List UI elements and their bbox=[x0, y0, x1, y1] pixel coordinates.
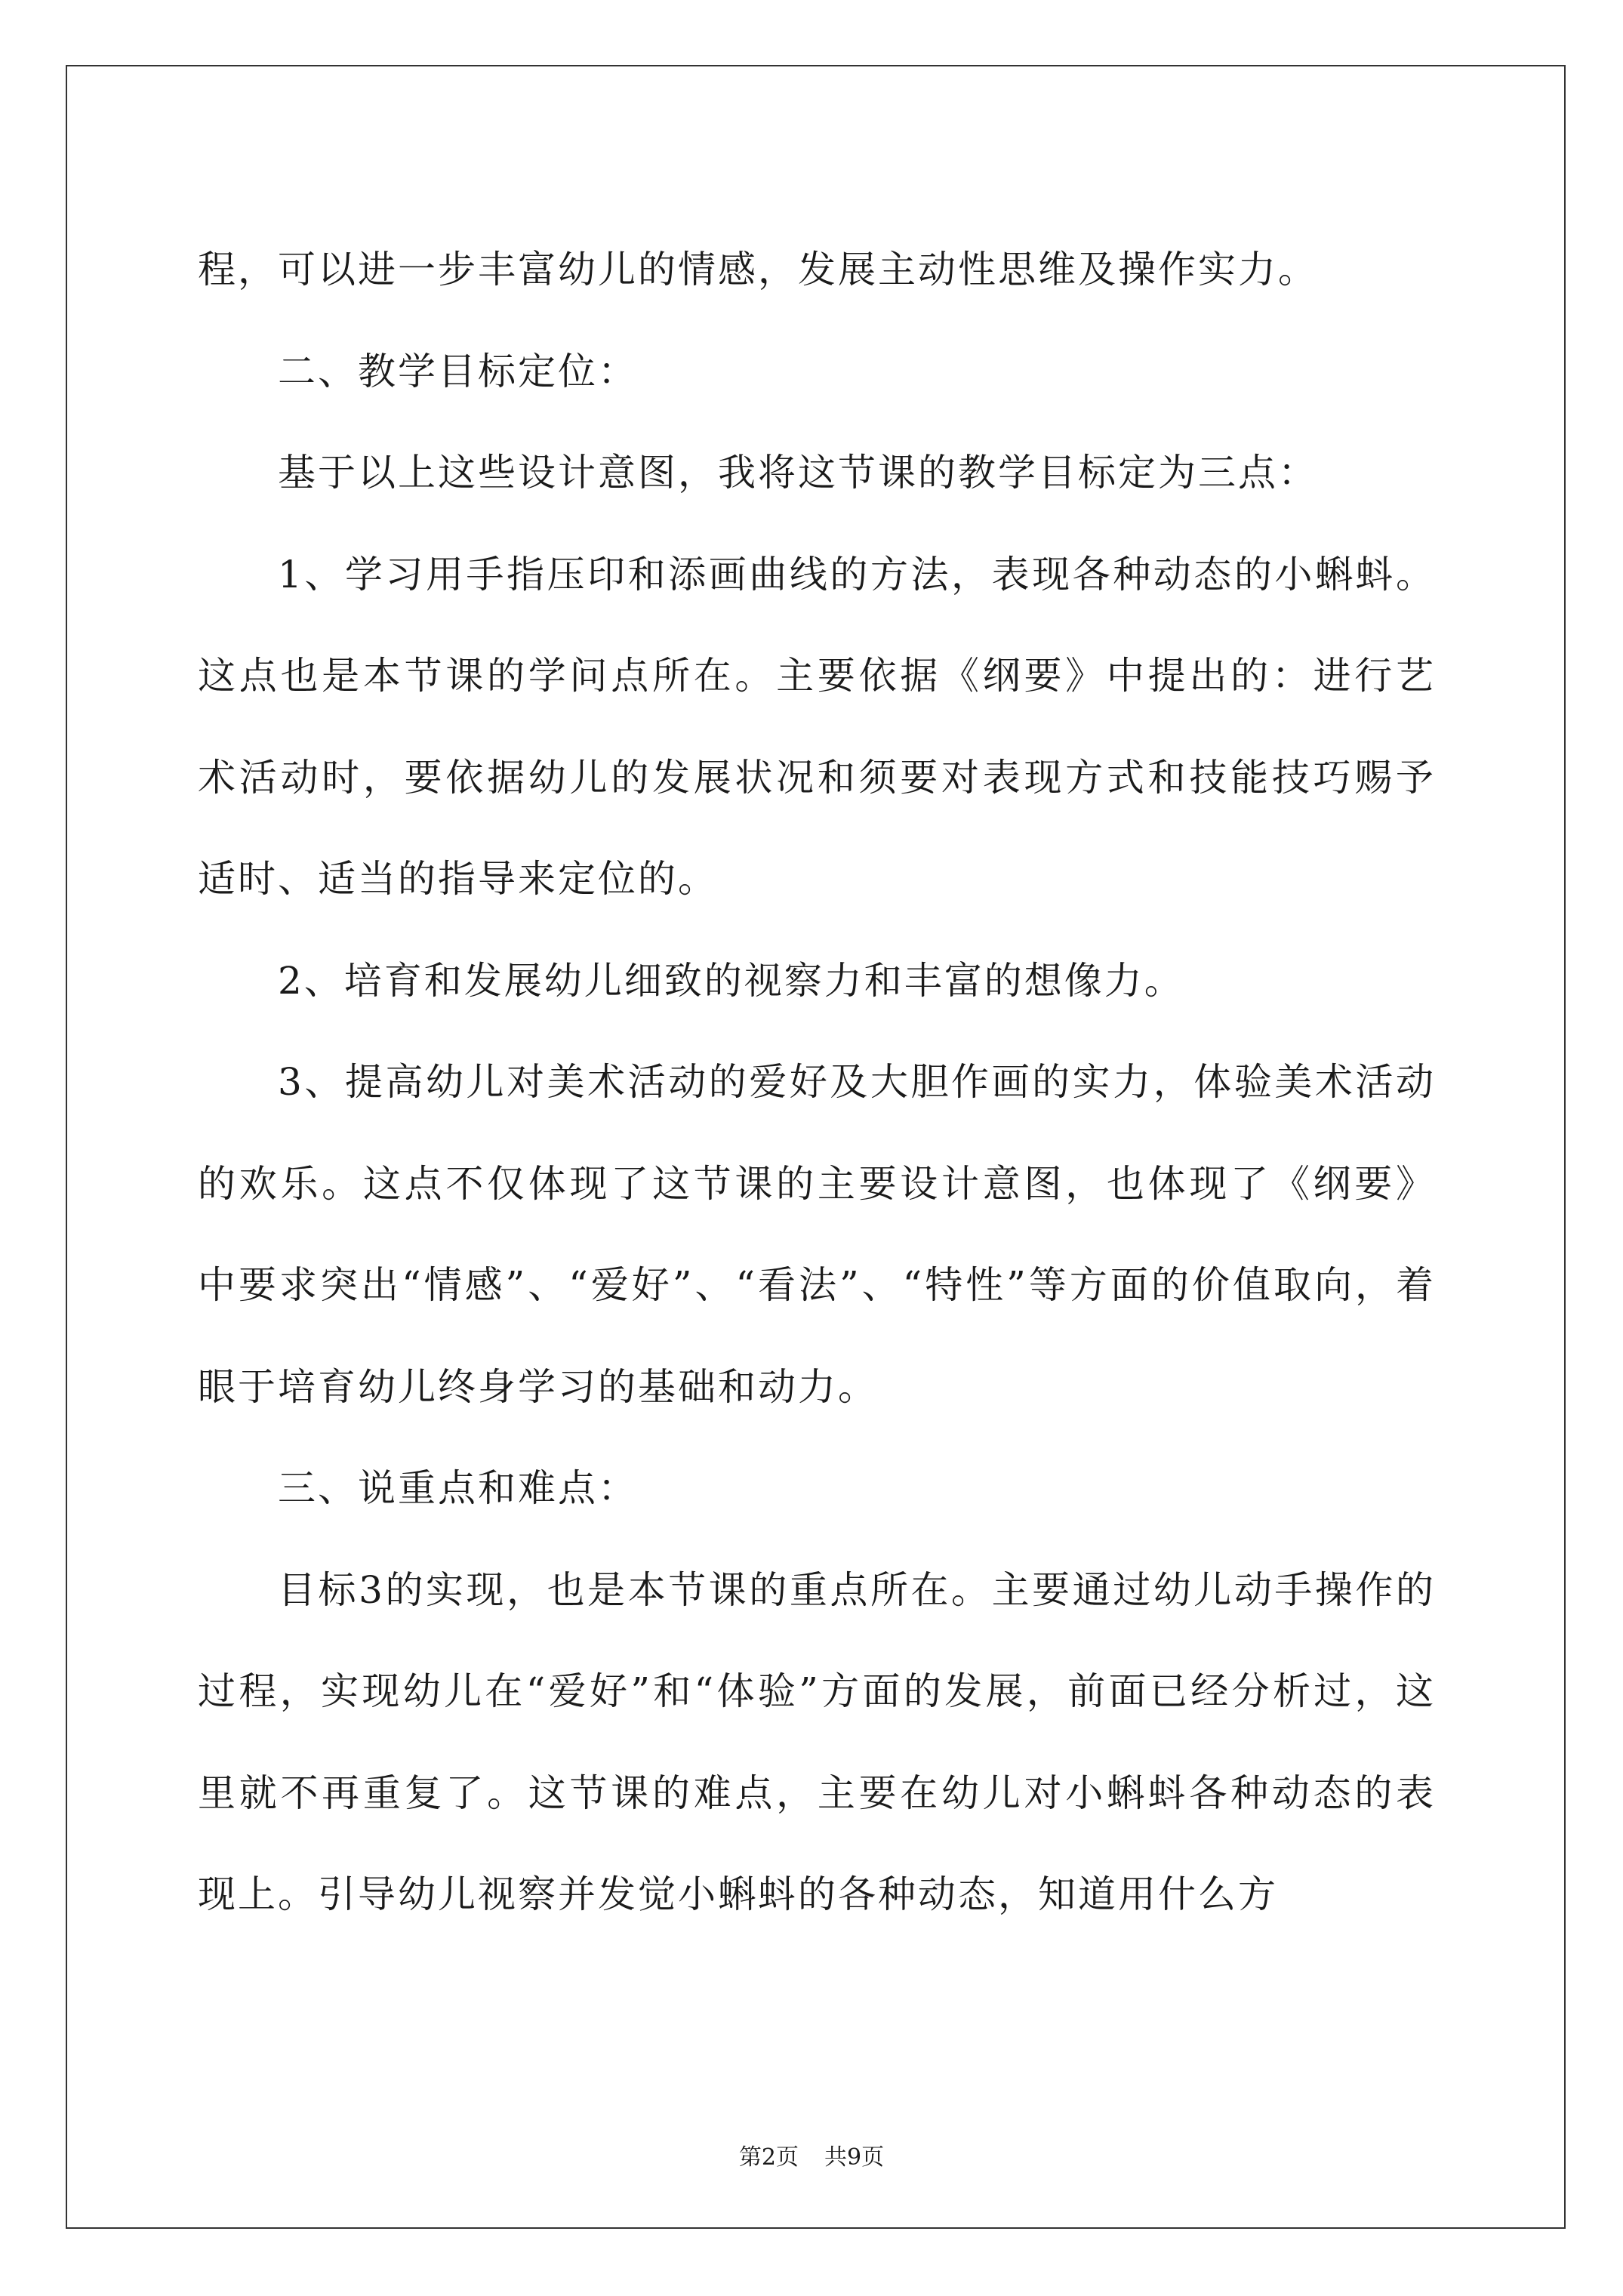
paragraph-key-points: 目标3的实现，也是本节课的重点所在。主要通过幼儿动手操作的过程，实现幼儿在“爱好”和“体验”方面的发展，前面已经分析过，这里就不再重复了。这节课的难点，主要在幼儿对小蝌蚪各种动态的表现上。引导幼儿视察并发觉小蝌蚪的各种动态，知道用什么方 bbox=[198, 1567, 1436, 1916]
page-number: 第2页 bbox=[738, 2144, 799, 2171]
paragraph-goal-2: 2、培育和发展幼儿细致的视察力和丰富的想像力。 bbox=[278, 958, 1184, 1003]
paragraph-goal-3: 3、提高幼儿对美术活动的爱好及大胆作画的实力，体验美术活动的欢乐。这点不仅体现了这节课的主要设计意图，也体现了《纲要》中要求突出“情感”、“爱好”、“看法”、“特性”等方面的价值取向，着眼于培育幼儿终身学习的基础和动力。 bbox=[198, 1060, 1436, 1409]
page-footer bbox=[0, 2143, 1623, 2173]
section-heading-key-points: 三、说重点和难点： bbox=[278, 1466, 638, 1510]
paragraph-goal-1: 1、学习用手指压印和添画曲线的方法，表现各种动态的小蝌蚪。这点也是本节课的学问点所在。主要依据《纲要》中提出的：进行艺术活动时，要依据幼儿的发展状况和须要对表现方式和技能技巧赐予适时、适当的指导来定位的。 bbox=[198, 552, 1436, 901]
document-body bbox=[198, 219, 1436, 1946]
paragraph-continuation: 程，可以进一步丰富幼儿的情感，发展主动性思维及操作实力。 bbox=[198, 248, 1318, 291]
paragraph-intro-goals: 基于以上这些设计意图，我将这节课的教学目标定为三点： bbox=[278, 451, 1318, 495]
page-total: 共9页 bbox=[824, 2144, 885, 2171]
section-heading-teaching-goals: 二、教学目标定位： bbox=[278, 349, 638, 393]
